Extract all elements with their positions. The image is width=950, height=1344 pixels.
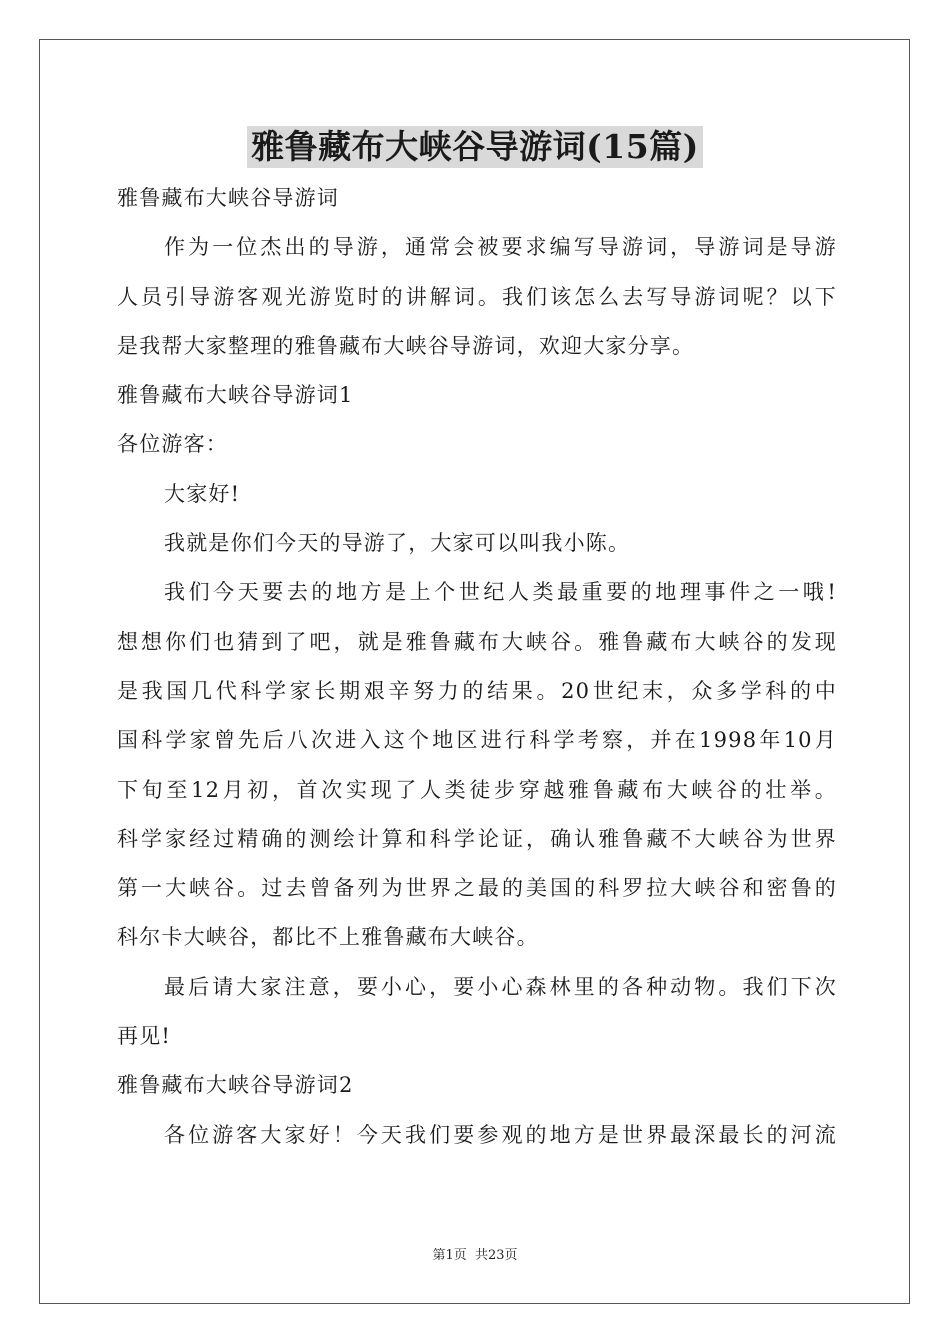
text-line: 科学家经过精确的测绘计算和科学论证，确认雅鲁藏不大峡谷为世界: [117, 826, 837, 851]
page-number: 第1页: [432, 1248, 467, 1263]
text-line: 雅鲁藏布大峡谷导游词2: [117, 1073, 354, 1098]
text-line: 下旬至12月初，首次实现了人类徒步穿越雅鲁藏布大峡谷的壮举。: [117, 777, 837, 802]
text-line: 再见!: [117, 1024, 172, 1049]
text-line: 雅鲁藏布大峡谷导游词: [117, 186, 339, 210]
text-line: 是我帮大家整理的雅鲁藏布大峡谷导游词，欢迎大家分享。: [117, 333, 695, 358]
text-line: 国科学家曾先后八次进入这个地区进行科学考察，并在1998年10月: [117, 728, 837, 753]
text-line: 想想你们也猜到了吧，就是雅鲁藏布大峡谷。雅鲁藏布大峡谷的发现: [117, 629, 837, 654]
text-line: 各位游客：: [117, 432, 228, 457]
document-title: 雅鲁藏布大峡谷导游词(15篇): [247, 126, 703, 168]
text-line: 作为一位杰出的导游，通常会被要求编写导游词，导游词是导游: [164, 235, 837, 260]
text-line: 雅鲁藏布大峡谷导游词1: [117, 383, 354, 408]
text-line: 第一大峡谷。过去曾备列为世界之最的美国的科罗拉大峡谷和密鲁的: [117, 876, 837, 901]
title-container: [0, 126, 950, 168]
page-footer: [0, 1247, 950, 1265]
text-line: 科尔卡大峡谷，都比不上雅鲁藏布大峡谷。: [117, 925, 539, 950]
page-total: 共23页: [474, 1248, 518, 1263]
text-line: 大家好!: [164, 481, 241, 506]
text-line: 最后请大家注意，要小心，要小心森林里的各种动物。我们下次: [164, 974, 837, 999]
text-line: 我就是你们今天的导游了，大家可以叫我小陈。: [164, 531, 631, 556]
text-line: 我们今天要去的地方是上个世纪人类最重要的地理事件之一哦!: [164, 580, 837, 605]
text-line: 是我国几代科学家长期艰辛努力的结果。20世纪末，众多学科的中: [117, 678, 837, 703]
text-line: 各位游客大家好！今天我们要参观的地方是世界最深最长的河流: [164, 1122, 837, 1147]
document-body: [117, 174, 837, 1160]
text-line: 人员引导游客观光游览时的讲解词。我们该怎么去写导游词呢？以下: [117, 284, 837, 309]
